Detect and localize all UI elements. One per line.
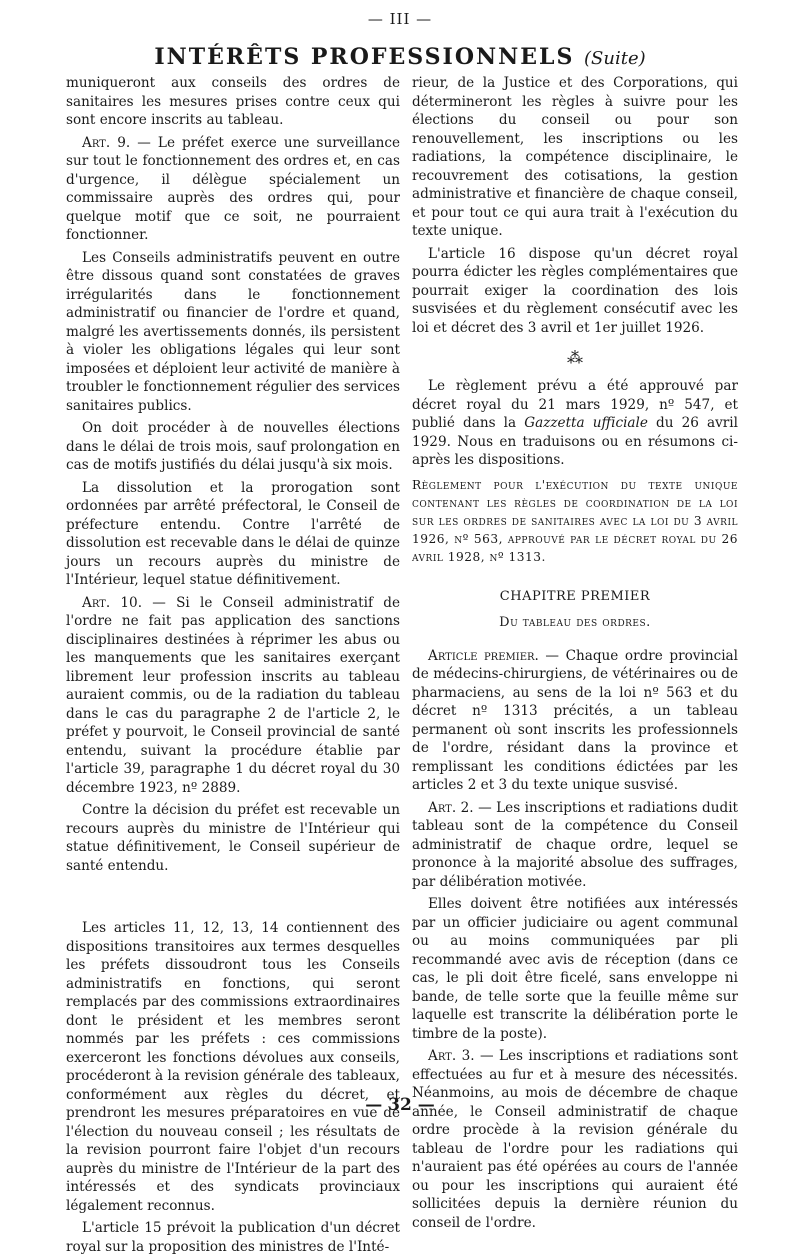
article-text: — Les inscriptions et radiations dudit tableau sont de la compétence du Conseil administratif de chaque ordre, lequel se prononce à la majorité absolue des suffrages, par délibération motivée. xyxy=(412,799,738,890)
article-2 xyxy=(412,799,738,892)
text-run: du 26 avril 1929. Nous en traduisons ou en résumons ci-après les dispositions. xyxy=(412,415,739,468)
right-column xyxy=(412,74,738,1236)
article-10 xyxy=(66,594,400,798)
paragraph: La dissolution et la prorogation sont ordonnées par arrêté préfectoral, le Conseil de préfecture entendu. Contre l'arrêté de dissolution est recevable dans le délai de quinze jours un recours auprès du ministre de l'Intérieur, lequel statue définitivement. xyxy=(66,479,400,588)
paragraph: muniqueront aux conseils des ordres de sanitaires les mesures prises contre ceux qui sont encore inscrits au tableau. xyxy=(66,75,400,128)
chapter-subtitle: Du tableau des ordres. xyxy=(499,615,651,630)
paragraph: rieur, de la Justice et des Corporations, qui détermineront les règles à suivre pour les élections du conseil ou pour son renouvellement, les inscriptions ou les radiations, la compétence disciplinaire, le recouvrement des cotisations, la gestion administrative et financière de chaque conseil, et pour tout ce qui aura trait à l'exécution du texte unique. xyxy=(412,75,738,239)
folio: — 32 — xyxy=(365,1095,435,1115)
page-number: — III — xyxy=(367,10,433,28)
paragraph: On doit procéder à de nouvelles élections dans le délai de trois mois, sauf prolongation en cas de motifs justifiés du délai jusqu'à six mois. xyxy=(66,420,400,473)
paragraph: Les articles 11, 12, 13, 14 contiennent des dispositions transitoires aux termes desquelles les préfets dissoudront tous les Conseils administratifs en fonctions, qui seront remplacés par des commissions extraordinaires dont le président et les membres seront nommés par les préfets : ces commissions exerceront les fonctions dévolues aux conseils, procéderont à la revision générale des tableaux, conformément aux règles du décret, et prendront les mesures préparatoires en vue de l'élection du nouveau conseil ; les résultats de la revision pourront faire l'objet d'un recours auprès du ministre de l'Intérieur de la part des intéressés et des syndicats provinciaux légalement reconnus. xyxy=(66,920,400,1214)
article-9 xyxy=(66,134,400,245)
article-label: Article premier. xyxy=(428,647,539,664)
left-column xyxy=(66,74,400,1260)
text-run: Le règlement prévu a été approuvé par décret royal du 21 mars 1929, nº 547, et publié dans la xyxy=(412,378,738,431)
asterism: ⁂ xyxy=(567,348,583,367)
article-text: — Chaque ordre provincial de médecins-chirurgiens, de vétérinaires ou de pharmaciens, au sens de la loi nº 563 et du décret nº 1313 précités, a un tableau permanent où sont inscrits les professionnels de l'ordre, résidant dans la province et remplissant les conditions édictées par les articles 2 et 3 du texte unique susvisé. xyxy=(412,647,738,793)
paragraph: L'article 15 prévoit la publication d'un décret royal sur la proposition des ministres de l'Inté- xyxy=(66,1220,400,1255)
reglement-heading: Règlement pour l'exécution du texte unique contenant les règles de coordination de la loi sur les ordres de sanitaires avec la loi du 3 avril 1926, nº 563, approuvé par le décret royal du 26 avril 1928, nº 1313. xyxy=(412,477,738,564)
article-label: Art. 3. xyxy=(428,1048,475,1064)
paragraph: Contre la décision du préfet est recevable un recours auprès du ministre de l'Intérieur qui statue définitivement, le Conseil supérieur de santé entendu. xyxy=(66,802,400,874)
paragraph: L'article 16 dispose qu'un décret royal pourra édicter les règles complémentaires que pourrait exiger la coordination des lois susvisées et du règlement consécutif avec les loi et décret des 3 avril et 1er juillet 1926. xyxy=(412,245,738,336)
section-gap xyxy=(66,879,400,919)
article-label: Art. 10. xyxy=(82,594,143,611)
article-3 xyxy=(412,1047,738,1232)
journal-title: Gazzetta ufficiale xyxy=(524,415,648,431)
article-text: — Si le Conseil administratif de l'ordre ne fait pas application des sanctions disciplinaires destinées à réprimer les abus ou les manquements que les sanitaires exerçant librement leur profession inscrits au tableau auraient commis, ou de la radiation du tableau dans le cas du paragraphe 2 de l'article 2, le préfet y pourvoit, le Conseil provincial de santé entendu, suivant la procédure établie par l'article 39, paragraphe 1 du décret royal du 30 décembre 1923, nº 2889. xyxy=(66,594,400,796)
title-suffix: (Suite) xyxy=(584,48,646,69)
paragraph: Les Conseils administratifs peuvent en outre être dissous quand sont constatées de graves irrégularités dans le fonctionnement administratif ou financier de l'ordre et quand, malgré les avertissements donnés, ils persistent à violer les obligations légales qui leur sont imposées et déploient leur activité de manière à troubler le fonctionnement régulier des services sanitaires publics. xyxy=(66,249,400,414)
article-1 xyxy=(412,647,738,795)
article-text: — Le préfet exerce une surveillance sur tout le fonctionnement des ordres et, en cas d'urgence, il délègue spécialement un commissaire auprès des ordres qui, pour quelque motif que ce soit, ne pourraient fonctionner. xyxy=(66,134,401,243)
article-text: — Les inscriptions et radiations sont effectuées au fur et à mesure des nécessités. Néanmoins, au mois de décembre de chaque année, le Conseil administratif de chaque ordre procède à la revision générale du tableau de l'ordre pour les radiations qui n'auraient pas été opérées au cours de l'année ou pour les inscriptions qui auraient été sollicitées depuis la dernière réunion du conseil de l'ordre. xyxy=(412,1048,738,1231)
title-main: INTÉRÊTS PROFESSIONNELS xyxy=(154,44,575,70)
page-title xyxy=(0,44,800,70)
paragraph xyxy=(412,377,738,470)
chapter-title: CHAPITRE PREMIER xyxy=(499,588,651,604)
paragraph: Elles doivent être notifiées aux intéressés par un officier judiciaire ou agent communal ou au moins communiquées par pli recommandé avec avis de réception (dans ce cas, le pli doit être ficelé, sans enveloppe ni bande, de telle sorte que la feuille même sur laquelle est transcrite la délibération porte le timbre de la poste). xyxy=(412,896,738,1042)
article-label: Art. 9. xyxy=(82,134,131,151)
article-label: Art. 2. xyxy=(428,799,474,816)
